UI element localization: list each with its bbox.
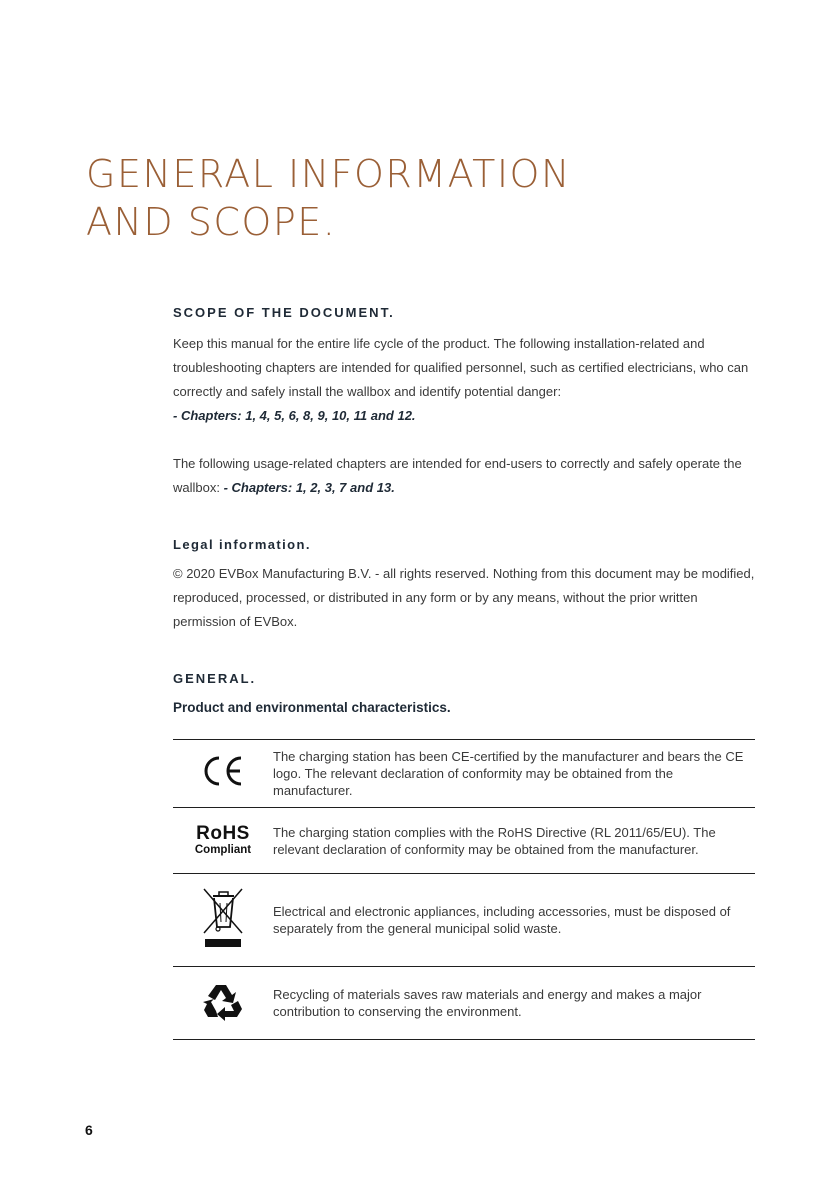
recycling-icon (202, 981, 244, 1021)
table-row (173, 808, 755, 874)
legal-text: © 2020 EVBox Manufacturing B.V. - all rights reserved. Nothing from this document may be modified, reproduced, processed, or distributed in any form or by any means, without the prior written permission of EVBox. (173, 566, 755, 629)
page-title (86, 150, 571, 246)
scope-paragraph-2-text: The following usage-related chapters are intended for end-users to correctly and safely operate the wallbox: (173, 456, 742, 495)
general-heading: GENERAL. (173, 671, 257, 686)
scope-heading: SCOPE OF THE DOCUMENT. (173, 305, 395, 320)
scope-paragraph-2 (173, 452, 755, 500)
user-chapters: - Chapters: 1, 2, 3, 7 and 13. (223, 480, 395, 495)
general-subheading: Product and environmental characteristics. (173, 700, 451, 715)
ce-description: The charging station has been CE-certified by the manufacturer and bears the CE logo. The relevant declaration of conformity may be obtained from the manufacturer. (273, 749, 744, 798)
weee-description: Electrical and electronic appliances, including accessories, must be disposed of separately from the general municipal solid waste. (273, 904, 731, 936)
scope-paragraph-1-text: Keep this manual for the entire life cycle of the product. The following installation-related and troubleshooting chapters are intended for qualified personnel, such as certified electricians, who can correctly and safely install the wallbox and identify potential danger: (173, 336, 749, 399)
main-content (173, 302, 755, 720)
recycling-description: Recycling of materials saves raw materials and energy and makes a major contribution to conserving the environment. (273, 987, 702, 1019)
legal-heading: Legal information. (173, 537, 311, 552)
table-row (173, 740, 755, 808)
ce-mark-icon (201, 755, 245, 787)
page-title-line-1: GENERAL INFORMATION (86, 152, 571, 196)
installer-chapters: - Chapters: 1, 4, 5, 6, 8, 9, 10, 11 and 12. (173, 408, 416, 423)
rohs-compliant-icon: RoHS Compliant (194, 822, 252, 856)
table-row (173, 967, 755, 1040)
page-title-line-2: AND SCOPE. (86, 200, 337, 244)
symbols-table (173, 739, 755, 1040)
table-row (173, 874, 755, 967)
page-number: 6 (85, 1122, 93, 1138)
crossed-out-bin-icon (201, 887, 245, 949)
scope-paragraph-1 (173, 332, 755, 428)
rohs-description: The charging station complies with the RoHS Directive (RL 2011/65/EU). The relevant declaration of conformity may be obtained from the manufacturer. (273, 824, 716, 857)
